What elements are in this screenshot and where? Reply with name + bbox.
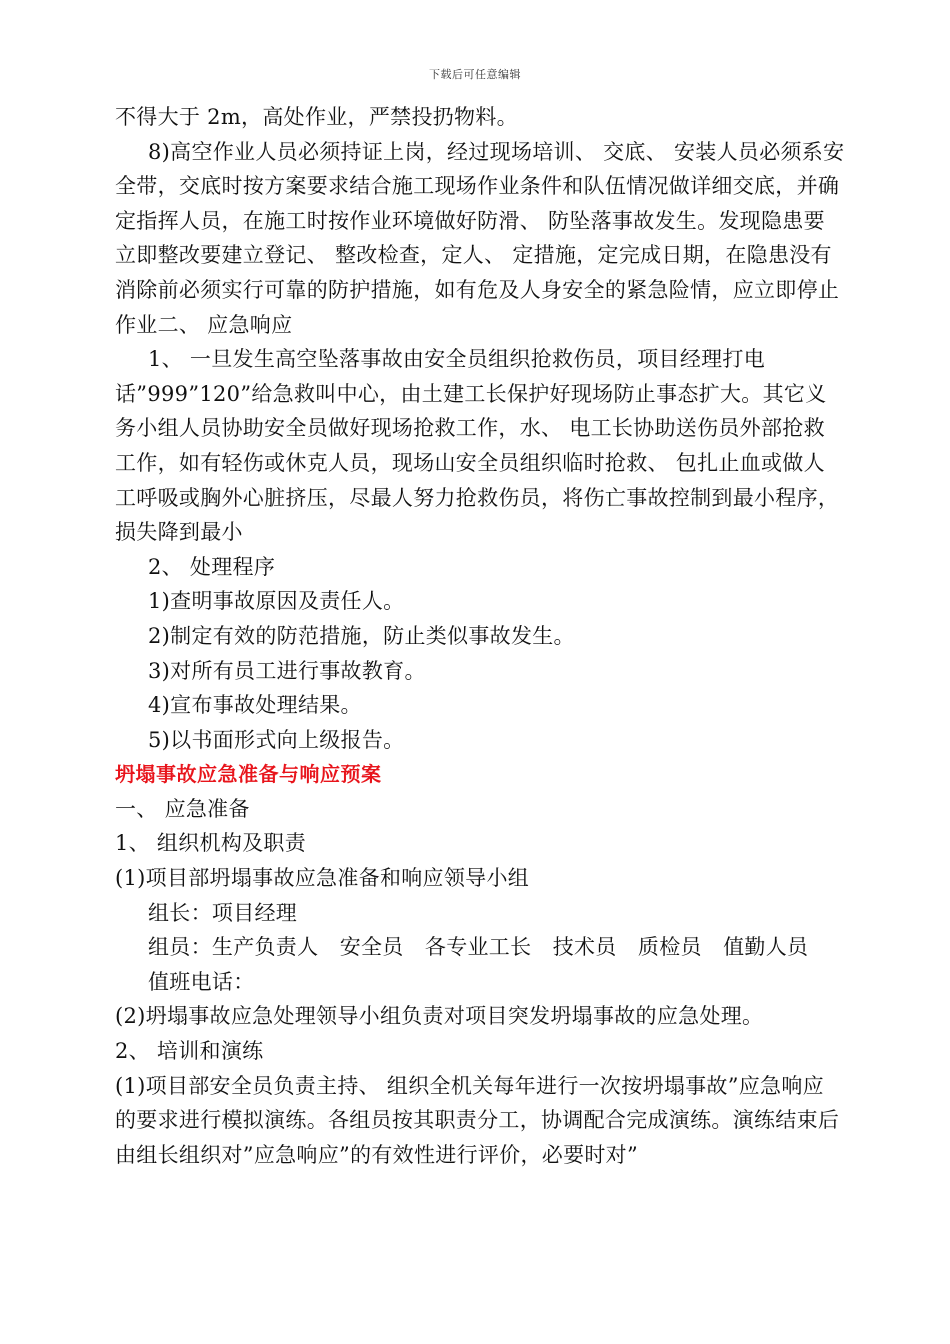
procedure-step-3: 3)对所有员工进行事故教育。 <box>148 658 426 683</box>
page-header: 下载后可任意编辑 <box>429 68 521 81</box>
paragraph-leadership-group: (1)项目部坍塌事故应急准备和响应领导小组 <box>115 866 530 891</box>
paragraph-duty-phone: 值班电话： <box>148 969 255 994</box>
paragraph-response-1: 1、 一旦发生高空坠落事故由安全员组织抢救伤员，项目经理打电话”999”120”给急救叫中心，由土建工长保护好现场防止事态扩大。其它义务小组人员协助安全员做好现场抢救工作，水、 电工长协助送伤员外部抢救工作，如有轻伤或休克人员，现场山安全员组织临时抢救、 包扎止血或做人工呼吸或胸外心脏挤压，尽最人努力抢救伤员，将伤亡事故控制到最小程序，损失降到最小 <box>115 347 840 545</box>
procedure-step-4: 4)宣布事故处理结果。 <box>148 693 362 718</box>
procedure-step-1: 1)查明事故原因及责任人。 <box>148 589 405 614</box>
paragraph-height-limit: 不得大于 2m，高处作业，严禁投扔物料。 <box>115 105 518 129</box>
paragraph-item-8: 8)高空作业人员必须持证上岗，经过现场培训、 交底、 安装人员必须系安全带，交底时按方案要求结合施工现场作业条件和队伍情况做详细交底，并确定指挥人员，在施工时按作业环境做好防滑、 防坠落事故发生。发现隐患要立即整改要建立登记、 整改检查，定人、 定措施，定完成日期，在隐患没有消除前必须实行可靠的防护措施，如有危及人身安全的紧急险情，应立即停止作业二、 应急响应 <box>115 139 845 337</box>
procedure-step-5: 5)以书面形式向上级报告。 <box>148 727 405 752</box>
document-body <box>115 100 845 1172</box>
paragraph-training: 2、 培训和演练 <box>115 1039 264 1064</box>
paragraph-group-leader: 组长：项目经理 <box>148 900 298 925</box>
paragraph-organization: 1、 组织机构及职责 <box>115 831 307 856</box>
section-heading-collapse-plan: 坍塌事故应急准备与响应预案 <box>115 762 382 787</box>
paragraph-procedure-title: 2、 处理程序 <box>148 554 276 579</box>
procedure-step-2: 2)制定有效的防范措施，防止类似事故发生。 <box>148 623 575 648</box>
paragraph-drill: (1)项目部安全员负责主持、 组织全机关每年进行一次按坍塌事故”应急响应的要求进行模拟演练。各组员按其职责分工，协调配合完成演练。演练结束后由组长组织对”应急响应”的有效性进行评价，必要时对” <box>115 1073 840 1167</box>
paragraph-group-members: 组员：生产负责人 安全员 各专业工长 技术员 质检员 值勤人员 <box>148 935 809 960</box>
paragraph-emergency-prep: 一、 应急准备 <box>115 796 250 821</box>
paragraph-group-responsibility: (2)坍塌事故应急处理领导小组负责对项目突发坍塌事故的应急处理。 <box>115 1004 764 1029</box>
